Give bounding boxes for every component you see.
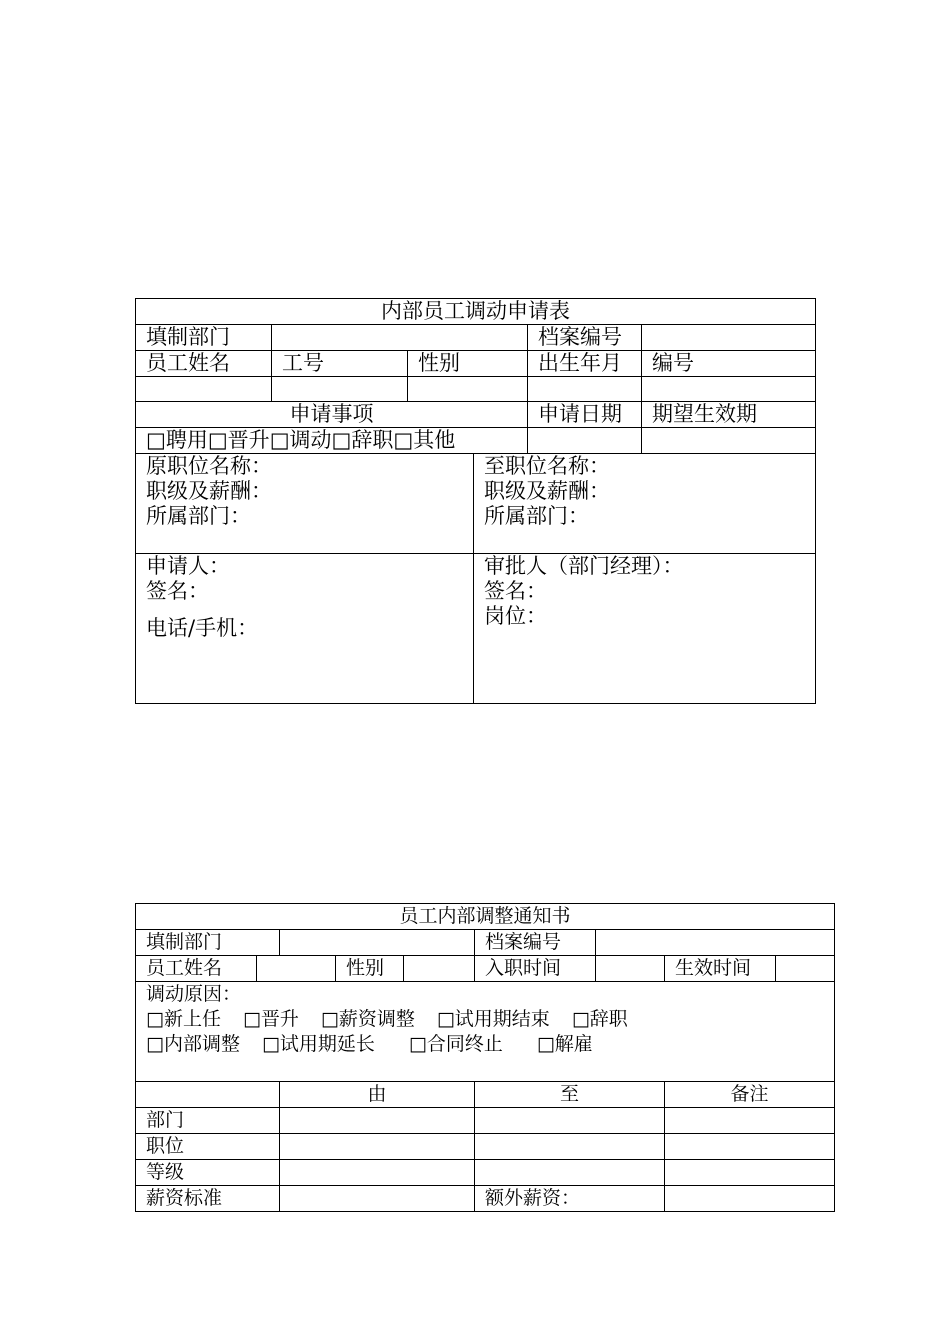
dept-from-field[interactable] bbox=[280, 1108, 475, 1134]
approver-sign-label: 签名： bbox=[484, 579, 547, 603]
gender-field[interactable] bbox=[404, 956, 475, 982]
reason-options-row1 bbox=[146, 1007, 834, 1032]
request-date-field[interactable] bbox=[528, 428, 642, 454]
grade-note-field[interactable] bbox=[665, 1160, 835, 1186]
grade-to-field[interactable] bbox=[475, 1160, 665, 1186]
extra-salary-label[interactable]: 额外薪资： bbox=[475, 1186, 665, 1212]
col-note-header: 备注 bbox=[665, 1082, 835, 1108]
phone-label: 电话/手机： bbox=[146, 616, 259, 640]
effective-date-label: 生效时间 bbox=[665, 956, 776, 982]
reason-resign[interactable]: □辞职 bbox=[571, 1008, 628, 1030]
birth-label: 出生年月 bbox=[528, 351, 642, 377]
salary-from-field[interactable] bbox=[280, 1186, 475, 1212]
reason-internal-adjust[interactable]: □内部调整 bbox=[146, 1033, 240, 1055]
request-item-label: 申请事项 bbox=[136, 402, 528, 428]
approver-label: 审批人（部门经理）： bbox=[484, 554, 684, 578]
file-no-label: 档案编号 bbox=[475, 930, 596, 956]
fill-dept-label: 填制部门 bbox=[136, 325, 272, 351]
emp-name-field[interactable] bbox=[136, 377, 272, 402]
serial-field[interactable] bbox=[642, 377, 816, 402]
emp-name-label: 员工姓名 bbox=[136, 956, 257, 982]
row-dept-label: 部门 bbox=[136, 1108, 280, 1134]
serial-label: 编号 bbox=[642, 351, 816, 377]
gender-field[interactable] bbox=[408, 377, 528, 402]
orig-dept-label: 所属部门： bbox=[146, 504, 251, 528]
join-date-field[interactable] bbox=[596, 956, 665, 982]
option-promote[interactable]: □晋升 bbox=[207, 428, 270, 452]
request-options bbox=[136, 428, 528, 454]
file-no-field[interactable] bbox=[642, 325, 816, 351]
form-title: 内部员工调动申请表 bbox=[136, 299, 816, 325]
dept-to-field[interactable] bbox=[475, 1108, 665, 1134]
gender-label: 性别 bbox=[336, 956, 404, 982]
approver-post-label: 岗位： bbox=[484, 604, 547, 628]
expected-date-field[interactable] bbox=[642, 428, 816, 454]
fill-dept-field[interactable] bbox=[280, 930, 475, 956]
request-date-label: 申请日期 bbox=[528, 402, 642, 428]
new-grade-label: 职级及薪酬： bbox=[484, 479, 610, 503]
emp-id-field[interactable] bbox=[272, 377, 408, 402]
applicant-block[interactable] bbox=[136, 554, 474, 704]
option-resign[interactable]: □辞职 bbox=[331, 428, 394, 452]
reason-probation-end[interactable]: □试用期结束 bbox=[436, 1008, 550, 1030]
row-position-label: 职位 bbox=[136, 1134, 280, 1160]
blank-header-cell bbox=[136, 1082, 280, 1108]
emp-id-label: 工号 bbox=[272, 351, 408, 377]
file-no-label: 档案编号 bbox=[528, 325, 642, 351]
new-pos-label: 至职位名称： bbox=[484, 454, 610, 478]
emp-name-label: 员工姓名 bbox=[136, 351, 272, 377]
approver-block[interactable] bbox=[474, 554, 816, 704]
reason-probation-extend[interactable]: □试用期延长 bbox=[261, 1033, 375, 1055]
row-grade-label: 等级 bbox=[136, 1160, 280, 1186]
expected-date-label: 期望生效期 bbox=[642, 402, 816, 428]
reason-block bbox=[136, 982, 835, 1082]
signature-label: 签名： bbox=[146, 579, 209, 603]
fill-dept-label: 填制部门 bbox=[136, 930, 280, 956]
row-salary-label: 薪资标准 bbox=[136, 1186, 280, 1212]
orig-grade-label: 职级及薪酬： bbox=[146, 479, 272, 503]
grade-from-field[interactable] bbox=[280, 1160, 475, 1186]
applicant-label: 申请人： bbox=[146, 554, 230, 578]
fill-dept-field[interactable] bbox=[272, 325, 528, 351]
new-position-block[interactable] bbox=[474, 454, 816, 554]
option-hire[interactable]: □聘用 bbox=[146, 428, 208, 452]
effective-date-field[interactable] bbox=[776, 956, 835, 982]
position-to-field[interactable] bbox=[475, 1134, 665, 1160]
file-no-field[interactable] bbox=[596, 930, 835, 956]
option-other[interactable]: □其他 bbox=[393, 428, 456, 452]
birth-field[interactable] bbox=[528, 377, 642, 402]
col-to-header: 至 bbox=[475, 1082, 665, 1108]
join-date-label: 入职时间 bbox=[475, 956, 596, 982]
notice-title: 员工内部调整通知书 bbox=[136, 904, 835, 930]
reason-salary-adjust[interactable]: □薪资调整 bbox=[320, 1008, 415, 1030]
gender-label: 性别 bbox=[408, 351, 528, 377]
col-from-header: 由 bbox=[280, 1082, 475, 1108]
adjustment-notice-form bbox=[135, 903, 835, 1212]
reason-new-post[interactable]: □新上任 bbox=[146, 1008, 221, 1030]
option-transfer[interactable]: □调动 bbox=[269, 428, 332, 452]
position-note-field[interactable] bbox=[665, 1134, 835, 1160]
reason-dismiss[interactable]: □解雇 bbox=[536, 1033, 593, 1055]
reason-options-row2 bbox=[146, 1032, 834, 1057]
salary-note-field[interactable] bbox=[665, 1186, 835, 1212]
reason-promote[interactable]: □晋升 bbox=[242, 1008, 299, 1030]
orig-pos-label: 原职位名称： bbox=[146, 454, 272, 478]
dept-note-field[interactable] bbox=[665, 1108, 835, 1134]
emp-name-field[interactable] bbox=[257, 956, 336, 982]
original-position-block[interactable] bbox=[136, 454, 474, 554]
transfer-application-form bbox=[135, 298, 816, 704]
position-from-field[interactable] bbox=[280, 1134, 475, 1160]
reason-contract-end[interactable]: □合同终止 bbox=[408, 1033, 503, 1055]
reason-label: 调动原因： bbox=[146, 983, 242, 1005]
new-dept-label: 所属部门： bbox=[484, 504, 589, 528]
